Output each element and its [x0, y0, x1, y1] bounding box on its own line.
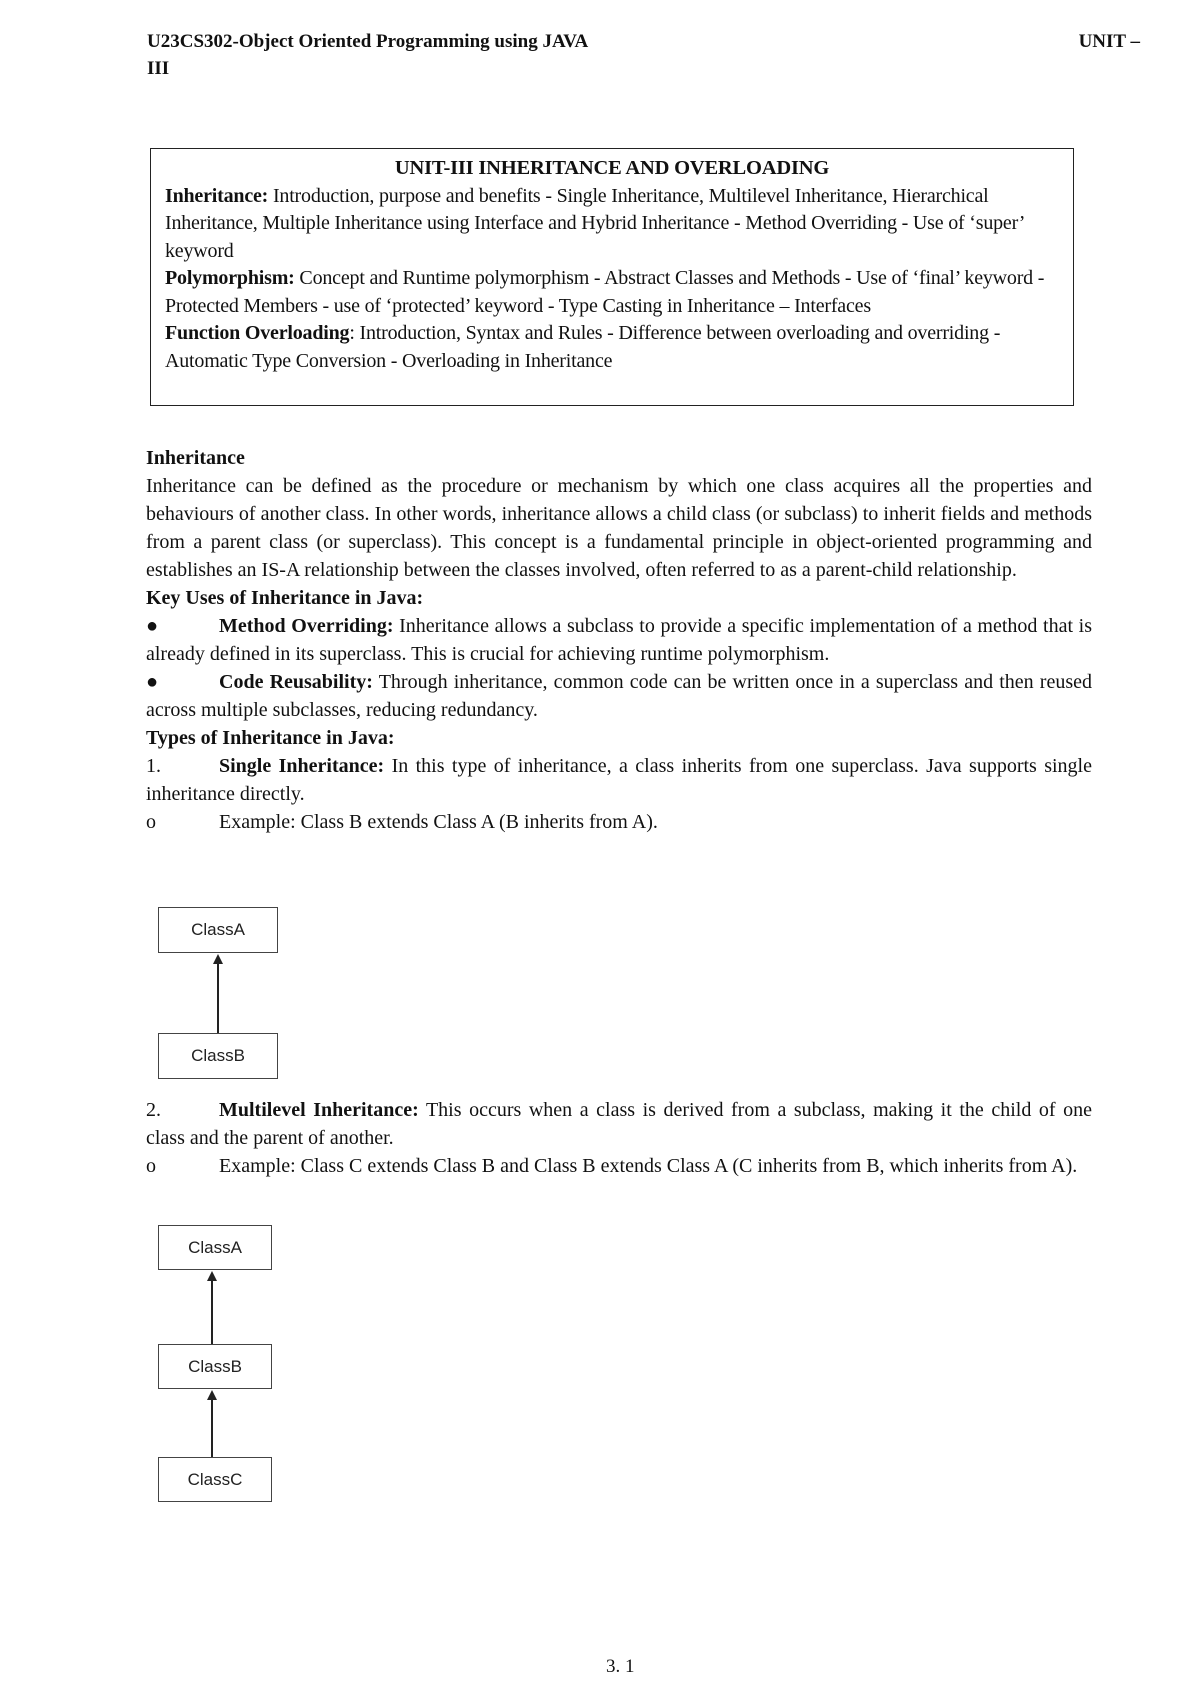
type1-example — [146, 808, 1092, 836]
syllabus-inheritance-text: Introduction, purpose and benefits - Single Inheritance, Multilevel Inheritance, Hierarchical Inheritance, Multiple Inheritance using Interface and Hybrid Inheritance - Method Overriding - Use of ‘super’ keyword — [165, 184, 1024, 262]
type1-example-text: Example: Class B extends Class A (B inherits from A). — [219, 811, 658, 833]
syllabus-overloading-text: : Introduction, Syntax and Rules - Difference between overloading and overriding - Automatic Type Conversion - Overloading in Inheritance — [165, 322, 1001, 372]
use-code-reusability — [146, 668, 1092, 724]
sub-bullet: o — [146, 1155, 156, 1177]
class-box-b: ClassB — [158, 1033, 278, 1079]
inheritance-heading: Inheritance — [146, 447, 245, 469]
type1-text: In this type of inheritance, a class inherits from one superclass. Java supports single inheritance directly. — [146, 755, 1092, 805]
syllabus-polymorphism-text: Concept and Runtime polymorphism - Abstract Classes and Methods - Use of ‘final’ keyword - Protected Members - use of ‘protected’ keyword - Type Casting in Inheritance – Interfaces — [165, 267, 1045, 317]
class-box-a: ClassA — [158, 907, 278, 953]
list-number: 1. — [146, 755, 161, 777]
type1-label: Single Inheritance: — [219, 755, 385, 777]
type2-label: Multilevel Inheritance: — [219, 1099, 419, 1121]
inheritance-arrow — [211, 1279, 213, 1344]
use2-text: Through inheritance, common code can be written once in a superclass and then reused across multiple subclasses, reducing redundancy. — [146, 671, 1092, 721]
page-number: 3. 1 — [606, 1656, 635, 1677]
inheritance-paragraph: Inheritance can be defined as the procedure or mechanism by which one class acquires all the properties and behaviours of another class. In other words, inheritance allows a child class (or subclass) to inherit fields and methods from a parent class (or superclass). This concept is a fundamental principle in object-oriented programming and establishes an IS-A relationship between the classes involved, often referred to as a parent-child relationship. — [146, 475, 1092, 581]
use1-text: Inheritance allows a subclass to provide a specific implementation of a method that is already defined in its superclass. This is crucial for achieving runtime polymorphism. — [146, 615, 1093, 665]
syllabus-overloading-label: Function Overloading — [165, 322, 350, 344]
header-course-title: U23CS302-Object Oriented Programming using JAVA — [147, 31, 589, 52]
syllabus-inheritance — [165, 183, 1059, 266]
syllabus-inheritance-label: Inheritance: — [165, 184, 269, 207]
header-unit-label: UNIT – — [1078, 31, 1140, 52]
sub-bullet: o — [146, 811, 156, 833]
header-unit-number: III — [147, 58, 170, 79]
type2-example — [146, 1152, 1092, 1180]
inheritance-arrow — [211, 1398, 213, 1457]
type2-text: This occurs when a class is derived from a subclass, making it the child of one class and the parent of another. — [146, 1099, 1092, 1149]
syllabus-overloading — [165, 320, 1059, 375]
key-uses-heading: Key Uses of Inheritance in Java: — [146, 587, 424, 609]
use2-label: Code Reusability: — [219, 671, 373, 693]
content-section-2 — [146, 1096, 1092, 1180]
class-box-a: ClassA — [158, 1225, 272, 1270]
bullet-marker: ● — [146, 615, 159, 637]
types-heading: Types of Inheritance in Java: — [146, 727, 395, 749]
class-box-c: ClassC — [158, 1457, 272, 1502]
syllabus-box — [150, 148, 1074, 406]
syllabus-polymorphism — [165, 265, 1059, 320]
type2-example-text: Example: Class C extends Class B and Class B extends Class A (C inherits from B, which inherits from A). — [219, 1155, 1078, 1177]
content-section-1 — [146, 444, 1092, 836]
syllabus-polymorphism-label: Polymorphism: — [165, 267, 295, 289]
syllabus-title: UNIT-III INHERITANCE AND OVERLOADING — [394, 157, 830, 179]
type-single-inheritance — [146, 752, 1092, 808]
bullet-marker: ● — [146, 671, 159, 693]
class-box-b: ClassB — [158, 1344, 272, 1389]
use1-label: Method Overriding: — [219, 615, 394, 637]
list-number: 2. — [146, 1099, 161, 1121]
inheritance-arrow — [217, 962, 219, 1033]
use-method-overriding — [146, 612, 1092, 668]
type-multilevel-inheritance — [146, 1096, 1092, 1152]
